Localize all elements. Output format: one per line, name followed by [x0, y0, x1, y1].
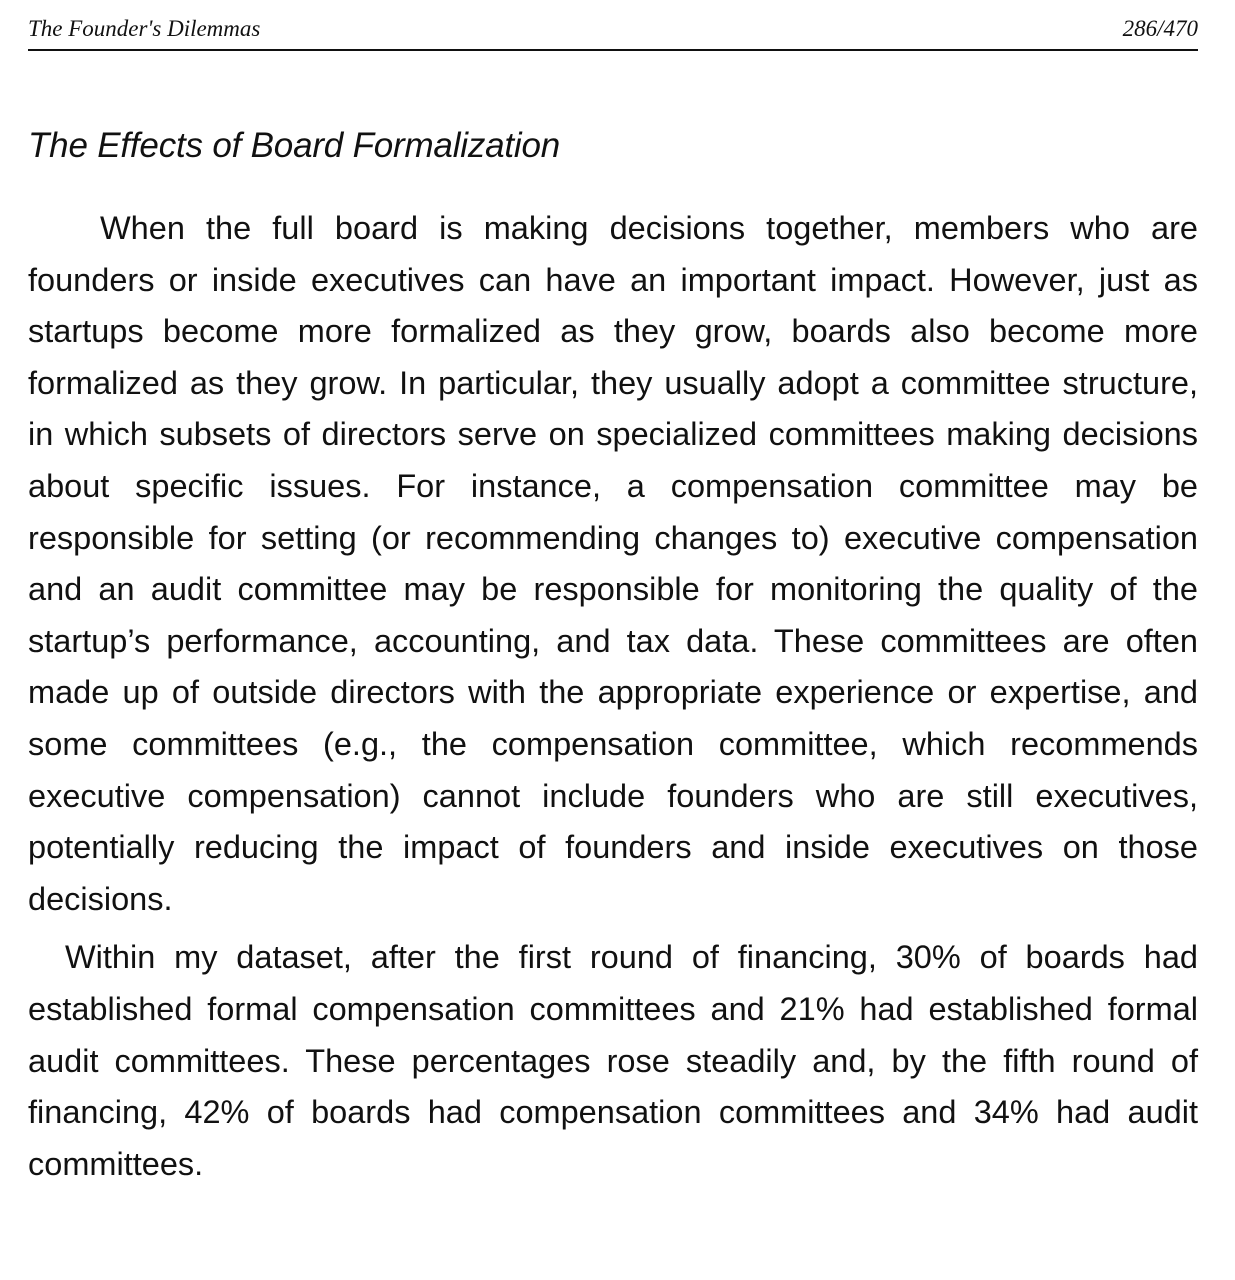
body-paragraph: When the full board is making decisions together, members who are founders or inside executives can have an important impact. However, just as startups become more formalized as they grow, boards also become more formalized as they grow. In particular, they usually adopt a committee structure, in which subsets of directors serve on specialized committees making decisions about specific issues. For instance, a compensation committee may be responsible for setting (or recommending changes to) executive compensation and an audit committee may be responsible for monitoring the quality of the startup’s performance, accounting, and tax data. These committees are often made up of outside directors with the appropriate experience or expertise, and some committees (e.g., the compensation committee, which recommends executive compensation) cannot include founders who are still executives, potentially reducing the impact of founders and inside executives on those decisions. [28, 210, 1198, 917]
book-title: The Founder's Dilemmas [28, 16, 261, 41]
section-heading: The Effects of Board Formalization [28, 126, 561, 165]
body-paragraph: Within my dataset, after the first round of financing, 30% of boards had established formal compensation committees and 21% had established formal audit committees. These percentages rose steadily and, by the fifth round of financing, 42% of boards had compensation committees and 34% had audit committees. [28, 939, 1198, 1182]
document-page [28, 0, 1198, 1190]
running-header [28, 0, 1198, 51]
page-indicator: 286/470 [1122, 16, 1198, 41]
